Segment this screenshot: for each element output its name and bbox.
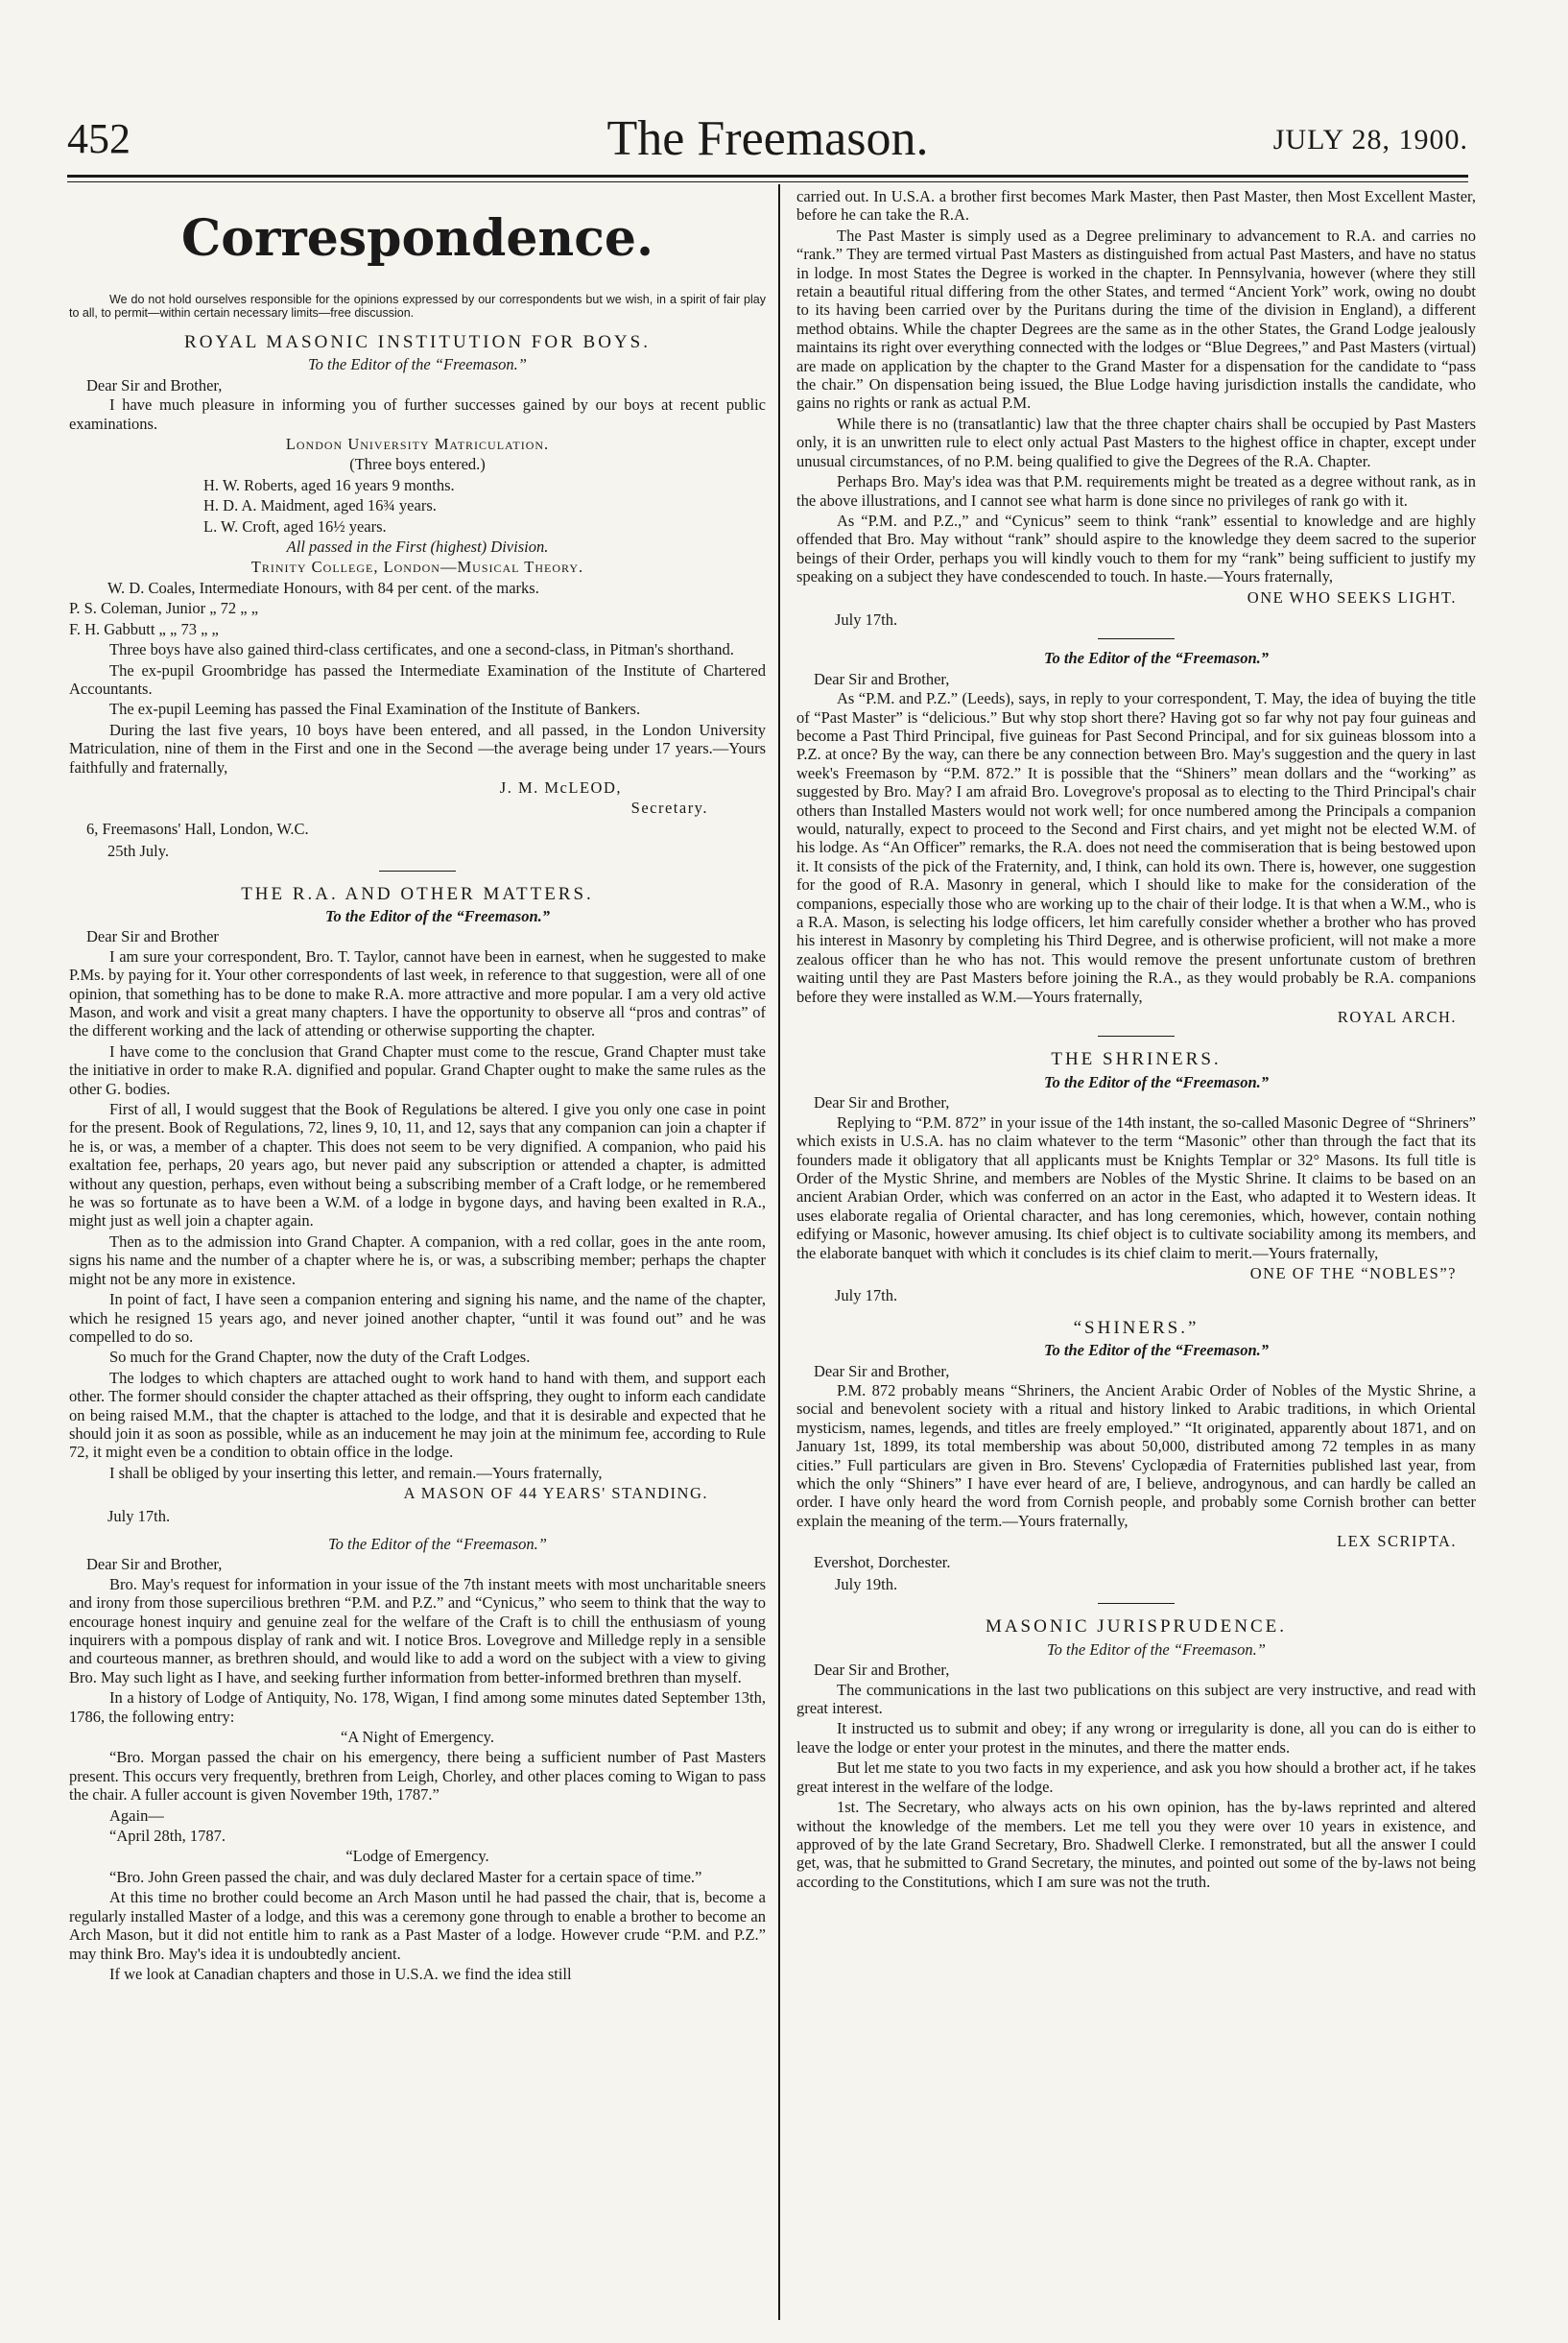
paragraph: During the last five years, 10 boys have been entered, and all passed, in the London University Matriculation, nine of them in the First and one in the Second —the average being under 17 years.—Yours faithfully and fraternally, xyxy=(69,720,766,777)
paragraph: The Past Master is simply used as a Degree preliminary to advancement to R.A. and carries no “rank.” They are termed virtual Past Masters as distinguished from actual Past Masters, and have no status in lodge. In most States the Degree is worked in the chapter. In Pennsylvania, however (where they still retain a beautiful ritual differing from the other States, and termed “Ancient York” work, owing no doubt to its having been carried over by the Puritans during the time of the division in England), a different method obtains. While the chapter Degrees are the same as in the other States, the Grand Lodge jealously maintains its right over everything connected with the lodges or “Blue Degrees,” and Past Masters (virtual) are made on application by the chapter to the Grand Master for a dispensation for the candidate to “pass the chair.” On dispensation being issued, the Blue Lodge having jurisdiction installs the candidate, who gains no rights or rank as actual P.M. xyxy=(796,226,1476,413)
header-rule xyxy=(67,175,1468,178)
letter-heading: MASONIC JURISPRUDENCE. xyxy=(985,1616,1288,1638)
issue-date: JULY 28, 1900. xyxy=(1272,124,1468,155)
salutation: Dear Sir and Brother, xyxy=(814,669,950,688)
paragraph: It instructed us to submit and obey; if any wrong or irregularity is done, all you can do is either to leave the lodge or enter your protest in the minutes, and there the matter ends. xyxy=(796,1719,1476,1757)
result-line: W. D. Coales, Intermediate Honours, with 84 per cent. of the marks. xyxy=(107,578,539,597)
paragraph: Then as to the admission into Grand Chapter. A companion, with a red collar, goes in the ante room, signs his name and the number of a chapter where he is, or was, a subscribing member; perhaps the chapter might not be any more in existence. xyxy=(69,1231,766,1288)
result-line: F. H. Gabbutt „ „ 73 „ „ xyxy=(69,619,219,638)
letter-heading: THE R.A. AND OTHER MATTERS. xyxy=(241,883,594,904)
disclaimer: We do not hold ourselves responsible for the opinions expressed by our correspondents but we wish, in a spirit of fair play to all, to permit—within certain necessary limits—free discussion. xyxy=(69,293,766,320)
paragraph: In a history of Lodge of Antiquity, No. 178, Wigan, I find among some minutes dated September 13th, 1786, the following entry: xyxy=(69,1688,766,1726)
paragraph: At this time no brother could become an Arch Mason until he had passed the chair, that is, become a regularly installed Master of a lodge, and this was a ceremony gone through to enable a brother to become an Arch Mason, but it did not entitle him to rank as a Past Master of a lodge. However crude “P.M. and P.Z.” may think Bro. May's idea it is undoubtedly ancient. xyxy=(69,1888,766,1963)
paragraph: Bro. May's request for information in your issue of the 7th instant meets with most uncharitable sneers and irony from those supercilious brethren “P.M. and P.Z.” and “Cynicus,” who seem to think that the way to encourage honest inquiry and genuine zeal for the welfare of the Craft is to chill the enthusiasm of young inquirers with a pompous display of rank and wit. I notice Bros. Lovegrove and Milledge reply in a sensible and courteous manner, as brethren should, and would like to add a word on the subject with a view to giving Bro. May such light as I have, and seeking further information from better-informed brethren than myself. xyxy=(69,1574,766,1686)
result-line: L. W. Croft, aged 16½ years. xyxy=(203,516,387,536)
paragraph: Again— xyxy=(109,1805,164,1825)
paragraph: P.M. 872 probably means “Shriners, the Ancient Arabic Order of Nobles of the Mystic Shrine, a social and benevolent society with a ritual and history linked to Arabic traditions, in which Oriental mysticism, names, legends, and titles are freely employed.” “It originated, apparently about 1871, and on January 1st, 1899, its total membership was about 50,000, distributed among 72 temples in as many cities.” Full particulars are given in Bro. Stevens' Cyclopædia of Fraternities published last year, from which the only “Shiners” I have ever heard of are, I believe, androgynous, and can hardly be called an order. I have only heard the word from Cornish people, and probably some Cornish brother can better explain the meaning of the term.—Yours fraternally, xyxy=(796,1380,1476,1530)
signature: ROYAL ARCH. xyxy=(1337,1008,1457,1027)
paragraph: As “P.M. and P.Z.,” and “Cynicus” seem to think “rank” essential to knowledge and are highly offended that Bro. May without “rank” should aspire to the knowledge they deem sacred to the superior beings of their Order, perhaps you will kindly vouch to them for my “rank” being sufficient to justify my speaking on a subject they have condescended to touch. In haste.—Yours fraternally, xyxy=(796,511,1476,586)
masthead xyxy=(67,110,1468,168)
paragraph: The communications in the last two publications on this subject are very instructive, and read with great interest. xyxy=(796,1680,1476,1718)
paragraph: The ex-pupil Leeming has passed the Final Examination of the Institute of Bankers. xyxy=(109,700,641,719)
letter-heading: ROYAL MASONIC INSTITUTION FOR BOYS. xyxy=(184,332,651,352)
subheading-note: (Three boys entered.) xyxy=(349,455,486,474)
letter-heading: THE SHRINERS. xyxy=(1051,1049,1222,1070)
signature: A MASON OF 44 YEARS' STANDING. xyxy=(403,1484,708,1503)
letter-date: July 19th. xyxy=(835,1575,898,1594)
letter-date: July 17th. xyxy=(107,1506,171,1525)
result-line: H. D. A. Maidment, aged 16¾ years. xyxy=(203,496,437,515)
paragraph: carried out. In U.S.A. a brother first becomes Mark Master, then Past Master, then Most Excellent Master, before he can take the R.A. xyxy=(796,187,1476,225)
signature: ONE OF THE “NOBLES”? xyxy=(1249,1263,1457,1282)
to-editor: To the Editor of the “Freemason.” xyxy=(328,1534,547,1553)
section-title: Correspondence. xyxy=(180,209,654,268)
separator xyxy=(1098,1036,1175,1037)
paragraph: I have come to the conclusion that Grand Chapter must come to the rescue, Grand Chapter must take the initiative in order to make R.A. dignified and popular. Grand Chapter ought to make the same rules as the other G. bodies. xyxy=(69,1041,766,1098)
quote: “Lodge of Emergency. xyxy=(345,1847,489,1866)
paragraph: 1st. The Secretary, who always acts on his own opinion, has the by-laws reprinted and altered without the knowledge of the members. Let me tell you they were over 10 years in existence, and approved of by the late Grand Secretary, Bro. Shadwell Clerke. I remonstrated, but all the answer I could get, was, that he submitted to Grand Secretary, the minutes, and pointed out some of the by-laws not being according to the Constitutions, which I am sure was not the truth. xyxy=(796,1798,1476,1891)
header-rule-thin xyxy=(67,181,1468,182)
paragraph: The ex-pupil Groombridge has passed the Intermediate Examination of the Institute of Chartered Accountants. xyxy=(69,660,766,698)
quote: “A Night of Emergency. xyxy=(341,1728,494,1747)
letter-date: July 17th. xyxy=(835,1286,898,1305)
paragraph: Replying to “P.M. 872” in your issue of the 14th instant, the so-called Masonic Degree of “Shriners” which exists in U.S.A. has no claim whatever to the term “Masonic” other than through the fact that its founders made it obligatory that all applicants must be Knights Templar or 32° Masons. Its full title is Order of the Mystic Shrine, and members are Nobles of the Mystic Shrine. It claims to be based on an ancient Arabian Order, which was conferred on an actor in the East, who adapted it to Western ideas. It uses elaborate regalia of Oriental character, and has long ceremonies, which, however, contain nothing edifying or Masonic, however amusing. Its chief object is to cultivate sociability among its members, and the elaborate banquet with which it concludes is its chief claim to merit.—Yours fraternally, xyxy=(796,1112,1476,1262)
paragraph: I am sure your correspondent, Bro. T. Taylor, cannot have been in earnest, when he suggested to make P.Ms. by paying for it. Your other correspondents of last week, in reference to that suggestion, were all of one opinion, that something has to be done to make R.A. more attractive and more popular. I am a very old active Mason, and work and visit a great many chapters. I have the opportunity to observe all “pros and contras” of the different working and the lack of attending or otherwise supporting the chapter. xyxy=(69,946,766,1040)
quote: “Bro. Morgan passed the chair on his emergency, there being a sufficient number of Past Masters present. This occurs very frequently, brethren from Leigh, Chorley, and other places coming to Wigan to pass the chair. A fuller account is given November 19th, 1787.” xyxy=(69,1748,766,1805)
paragraph: The lodges to which chapters are attached ought to work hand to hand with them, and support each other. The former should consider the chapter attached as their offspring, they ought to inform each candidate on being raised M.M., that the chapter is attached to the lodge, and that it is desirable and expected that he should join it as soon as possible, while as an inducement he may join at the minimum fee, according to Rule 72, it might even be a condition to obtain office in the lodge. xyxy=(69,1368,766,1462)
column-divider xyxy=(778,184,780,2320)
to-editor: To the Editor of the “Freemason.” xyxy=(1047,1639,1266,1659)
to-editor: To the Editor of the “Freemason.” xyxy=(1043,1341,1270,1360)
paragraph: Three boys have also gained third-class certificates, and one a second-class, in Pitman's shorthand. xyxy=(109,640,734,659)
separator xyxy=(1098,1603,1175,1604)
signature: J. M. McLEOD, xyxy=(499,777,622,797)
to-editor: To the Editor of the “Freemason.” xyxy=(1043,1072,1270,1091)
salutation: Dear Sir and Brother, xyxy=(814,1093,950,1112)
letter-heading: “SHINERS.” xyxy=(1073,1317,1200,1338)
paragraph: While there is no (transatlantic) law that the three chapter chairs shall be occupied by Past Masters only, it is an unwritten rule to elect only actual Past Masters to the highest office in chapter, except under unusual circumstances, of no P.M. being qualified to give the Degrees of the R.A. Chapter. xyxy=(796,414,1476,470)
separator xyxy=(379,871,456,872)
quote: “Bro. John Green passed the chair, and was duly declared Master for a certain space of time.” xyxy=(109,1867,702,1886)
subheading: London University Matriculation. xyxy=(285,435,550,454)
page-number: 452 xyxy=(67,115,131,162)
salutation: Dear Sir and Brother, xyxy=(814,1361,950,1380)
to-editor: To the Editor of the “Freemason.” xyxy=(1043,649,1270,668)
salutation: Dear Sir and Brother xyxy=(86,927,219,946)
separator xyxy=(1098,638,1175,639)
signature: ONE WHO SEEKS LIGHT. xyxy=(1247,587,1457,607)
paragraph: I shall be obliged by your inserting this letter, and remain.—Yours fraternally, xyxy=(109,1463,603,1482)
salutation: Dear Sir and Brother, xyxy=(86,1555,223,1574)
paragraph: If we look at Canadian chapters and those in U.S.A. we find the idea still xyxy=(109,1964,572,1983)
paragraph: But let me state to you two facts in my experience, and ask you how should a brother act, if he takes great interest in the welfare of the lodge. xyxy=(796,1758,1476,1796)
address: Evershot, Dorchester. xyxy=(814,1552,951,1571)
result-line: H. W. Roberts, aged 16 years 9 months. xyxy=(203,475,455,494)
quote: “April 28th, 1787. xyxy=(109,1827,226,1846)
salutation: Dear Sir and Brother, xyxy=(86,375,223,394)
signature: LEX SCRIPTA. xyxy=(1337,1532,1457,1551)
paragraph: In point of fact, I have seen a companion entering and signing his name, and the name of the chapter, which he resigned 15 years ago, and never joined another chapter, “until it was found out” and he was compelled to do so. xyxy=(69,1290,766,1346)
address: 6, Freemasons' Hall, London, W.C. xyxy=(86,819,309,838)
left-column xyxy=(69,187,766,1985)
signature-title: Secretary. xyxy=(630,799,708,818)
salutation: Dear Sir and Brother, xyxy=(814,1661,950,1680)
paragraph: I have much pleasure in informing you of further successes gained by our boys at recent public examinations. xyxy=(69,395,766,433)
passed-note: All passed in the First (highest) Division. xyxy=(286,538,549,557)
to-editor: To the Editor of the “Freemason.” xyxy=(308,355,527,374)
letter-date: July 17th. xyxy=(835,610,898,629)
paragraph: As “P.M. and P.Z.” (Leeds), says, in reply to your correspondent, T. May, the idea of buying the title of “Past Master” is “delicious.” But why stop short there? Having got so far why not pay four guineas and become a Past Third Principal, five guineas for Past Second Principal, and for six guineas blossom into a P.Z. at once? By the way, can there be any connection between Bro. May's suggestion and the query in last week's Freemason by “P.M. 872.” It is possible that the “Shiners” mean dollars and the “working” as suggested by Bro. May? I am afraid Bro. Lovegrove's proposal as to electing to the Third Principal's chair others than Installed Masters would not work well; for once numbered among the Principals a companion would, naturally, expect to proceed to the Second and First chairs, and yet might not be elected W.M. of his lodge. As “An Officer” remarks, the R.A. does not need the commiseration that is being bestowed upon it. It consists of the pick of the Fraternity, and, I think, can hold its own. There is, however, one suggestion for the good of R.A. Masonry in general, which I should like to make for the consideration of the companions, especially those who are working up to the chair of their lodge. It is that when a W.M., who is a R.A. Mason, is selecting his lodge officers, let him carefully consider whether a brother who has proved his interest in Masonry by completing his Third Degree, and is otherwise proficient, will not make a more zealous officer than he who has not. This would remove the present unfortunate custom of brethren waiting until they are Past Masters before joining the R.A., as they would probably be R.A. companions before they were installed as W.M.—Yours fraternally, xyxy=(796,689,1476,1006)
result-line: P. S. Coleman, Junior „ 72 „ „ xyxy=(69,599,259,618)
paragraph: Perhaps Bro. May's idea was that P.M. requirements might be treated as a degree without rank, as in the above illustrations, and I cannot see what harm is done since no privileges of rank go with it. xyxy=(796,472,1476,510)
subheading: Trinity College, London—Musical Theory. xyxy=(250,558,584,577)
right-column xyxy=(796,187,1476,1893)
paragraph: So much for the Grand Chapter, now the duty of the Craft Lodges. xyxy=(109,1348,531,1367)
paragraph: First of all, I would suggest that the Book of Regulations be altered. I give you only one case in point for the present. Book of Regulations, 72, lines 9, 10, 11, and 12, says that any companion can join a chapter if he is, or was, a member of a chapter. This does not seem to be very dignified. A companion, who paid his exaltation fee, perhaps, 20 years ago, but never paid any subscription or attended a chapter, is admitted without any question, perhaps, even without being a subscribing member of a Craft lodge, or he remembered he was so fortunate as to have been a W.M. of a lodge in bygone days, and having been exalted in R.A., might just as well join a chapter again. xyxy=(69,1100,766,1231)
masthead-title: The Freemason. xyxy=(606,111,929,166)
to-editor: To the Editor of the “Freemason.” xyxy=(324,906,551,925)
letter-date: 25th July. xyxy=(107,842,170,861)
